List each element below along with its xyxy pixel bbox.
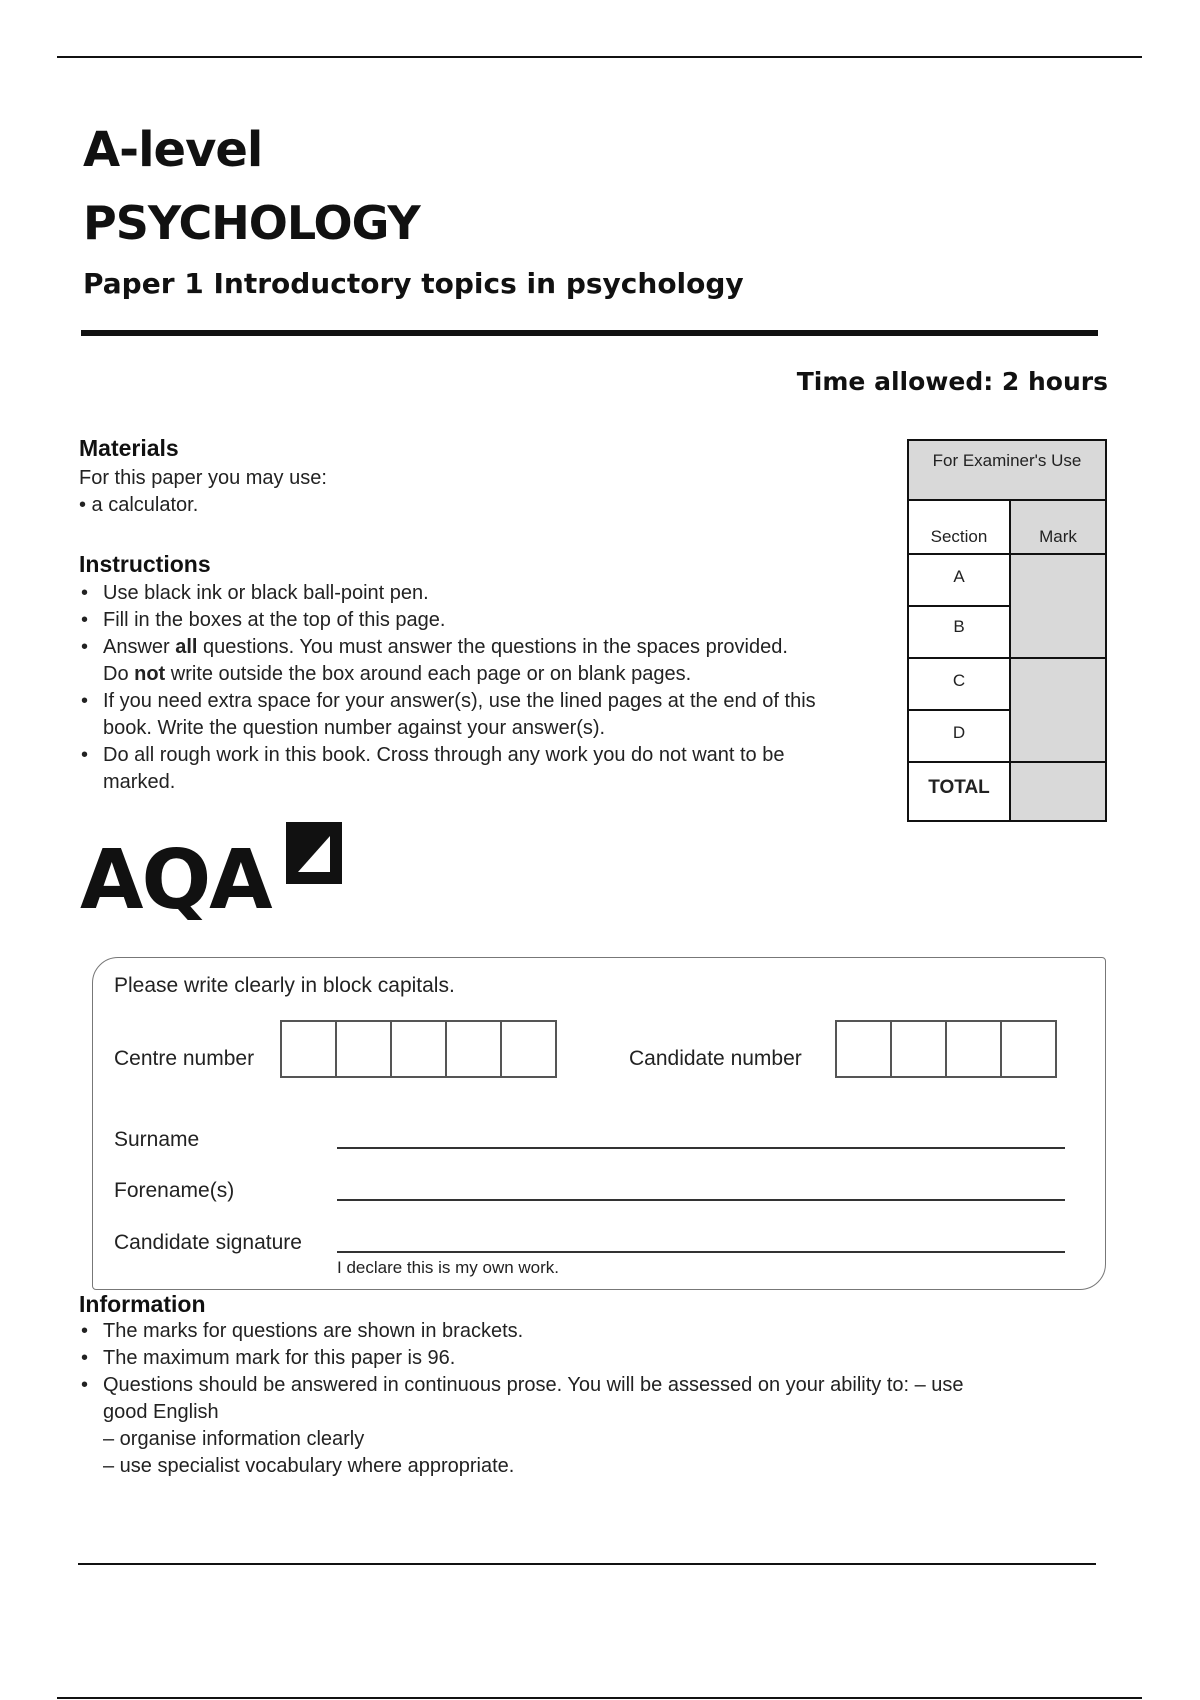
mark-cell-c[interactable] (1009, 659, 1105, 763)
mark-cell-a[interactable] (1009, 555, 1105, 659)
examiner-row-b: B (909, 607, 1009, 659)
instruction-item: • Answer all questions. You must answer the questions in the spaces provided. Do not write outside the box around each page or on blank pages. (79, 634, 909, 688)
centre-digit-box[interactable] (445, 1020, 502, 1078)
instruction-item: • If you need extra space for your answer(s), use the lined pages at the end of this book. Write the question number against your answer(s). (79, 688, 909, 742)
surname-label: Surname (114, 1128, 200, 1151)
information-list (79, 1318, 1109, 1480)
instruction-item: • Do all rough work in this book. Cross through any work you do not want to be marked. (79, 742, 909, 796)
declaration-text: I declare this is my own work. (337, 1258, 560, 1277)
information-heading: Information (79, 1291, 206, 1317)
forename-label: Forename(s) (114, 1179, 235, 1202)
instructions-heading: Instructions (79, 551, 211, 577)
centre-number-label: Centre number (114, 1047, 255, 1070)
signature-label: Candidate signature (114, 1231, 302, 1254)
subject-title: PSYCHOLOGY (83, 196, 420, 250)
mark-cell-total[interactable] (1009, 763, 1105, 820)
title-divider (81, 330, 1098, 336)
materials-intro: For this paper you may use: (79, 467, 327, 489)
examiner-use-table (907, 439, 1107, 822)
centre-digit-box[interactable] (390, 1020, 447, 1078)
instructions-list (79, 580, 909, 796)
signature-field[interactable] (337, 1251, 1065, 1253)
examiner-row-d: D (909, 711, 1009, 763)
candidate-number-label: Candidate number (629, 1047, 802, 1070)
candidate-digit-box[interactable] (945, 1020, 1002, 1078)
materials-heading: Materials (79, 435, 179, 461)
centre-digit-box[interactable] (500, 1020, 557, 1078)
materials-text (79, 465, 327, 519)
aqa-logo-mark-icon (286, 822, 342, 884)
examiner-row-c: C (909, 659, 1009, 711)
candidate-details-box (92, 957, 1106, 1290)
information-item: • The maximum mark for this paper is 96. (79, 1345, 1109, 1372)
footer-rule (78, 1563, 1096, 1565)
aqa-logo-text: AQA (80, 833, 271, 928)
top-page-rule (57, 56, 1142, 58)
centre-number-boxes (280, 1020, 557, 1078)
candidate-number-boxes (835, 1020, 1057, 1078)
candidate-digit-box[interactable] (1000, 1020, 1057, 1078)
forename-field[interactable] (337, 1199, 1065, 1201)
candidate-digit-box[interactable] (890, 1020, 947, 1078)
information-item: • The marks for questions are shown in brackets. (79, 1318, 1109, 1345)
centre-digit-box[interactable] (280, 1020, 337, 1078)
bottom-page-rule (57, 1697, 1142, 1699)
time-allowed: Time allowed: 2 hours (796, 367, 1108, 396)
materials-item: • a calculator. (79, 494, 199, 516)
surname-field[interactable] (337, 1147, 1065, 1149)
candidate-digit-box[interactable] (835, 1020, 892, 1078)
examiner-col-mark: Mark (1009, 501, 1105, 555)
paper-title: Paper 1 Introductory topics in psychology (83, 267, 744, 300)
examiner-total-label: TOTAL (928, 777, 990, 798)
examiner-table-header: For Examiner's Use (909, 441, 1105, 501)
instruction-item: • Use black ink or black ball-point pen. (79, 580, 909, 607)
qualification-title: A-level (83, 122, 263, 178)
centre-digit-box[interactable] (335, 1020, 392, 1078)
information-item: • Questions should be answered in continuous prose. You will be assessed on your ability to: – use good English – organise information clearly – use specialist vocabulary where appropriate. (79, 1372, 1109, 1480)
block-capitals-instruction: Please write clearly in block capitals. (114, 974, 455, 997)
instruction-item: • Fill in the boxes at the top of this page. (79, 607, 909, 634)
examiner-row-a: A (909, 555, 1009, 607)
examiner-col-section: Section (909, 501, 1009, 555)
aqa-logo (80, 820, 350, 928)
